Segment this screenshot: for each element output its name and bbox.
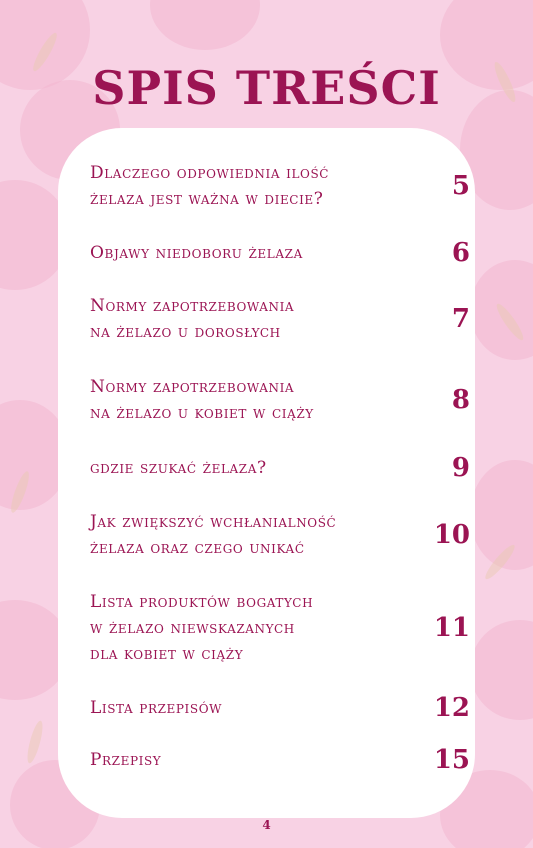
toc-entry-page-number: 9 [451,453,470,483]
toc-entry[interactable] [90,509,470,561]
toc-entry-title: Lista produktów bogatych w żelazo niewskazanych dla kobiet w ciąży [90,592,314,664]
toc-entry-title: Objawy niedoboru żelaza [90,243,303,263]
toc-entry-title: Jak zwiększyć wchłanialność żelaza oraz czego unikać [90,512,337,558]
background-decoration [150,0,260,50]
page-title: SPIS TREŚCI [92,61,441,115]
toc-entry-title: Lista przepisów [90,698,223,718]
toc-entry-page-number: 12 [433,693,470,723]
toc-entry-page-number: 6 [451,238,470,268]
toc-entry-page-number: 8 [451,385,470,415]
toc-entry-title: gdzie szukać żelaza? [90,458,267,478]
background-decoration [470,620,533,720]
footer-page-number: 4 [262,818,271,832]
toc-entry[interactable] [90,160,470,212]
toc-entry-title: Normy zapotrzebowania na żelazo u kobiet w ciąży [90,377,314,423]
toc-entry[interactable] [90,455,470,481]
toc-entry-page-number: 5 [451,171,470,201]
toc-entry-page-number: 10 [433,520,470,550]
toc-entry[interactable] [90,293,470,345]
toc-entry-title: Dlaczego odpowiednia ilość żelaza jest ważna w diecie? [90,163,330,209]
toc-entry[interactable] [90,240,470,266]
toc-entry[interactable] [90,747,470,773]
toc-entry[interactable] [90,374,470,426]
toc-entry-page-number: 15 [433,745,470,775]
toc-entry[interactable] [90,695,470,721]
toc-entry-title: Przepisy [90,750,162,770]
toc-entry-title: Normy zapotrzebowania na żelazo u dorosłych [90,296,295,342]
background-decoration [24,719,45,764]
toc-entry[interactable] [90,589,470,667]
toc-entry-page-number: 7 [451,304,470,334]
toc-entry-page-number: 11 [433,613,470,643]
